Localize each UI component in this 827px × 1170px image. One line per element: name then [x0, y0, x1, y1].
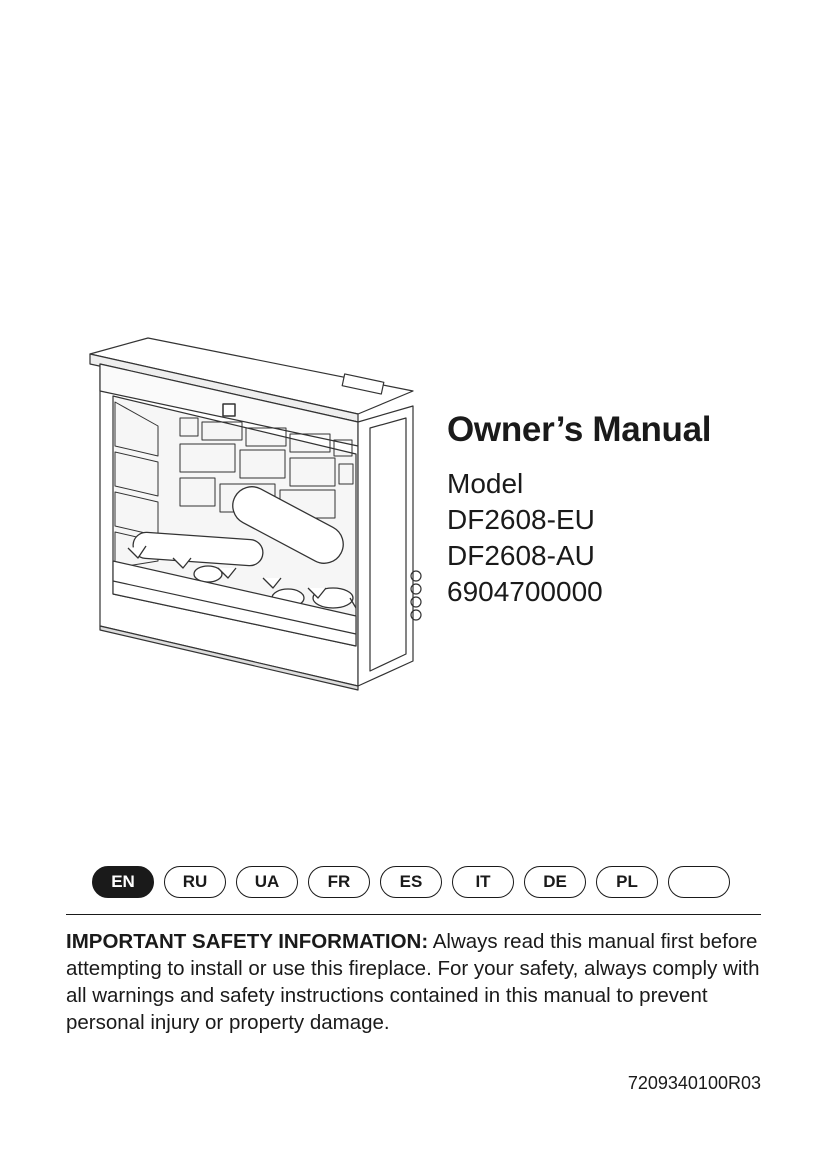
model-number: 6904700000	[447, 576, 603, 607]
document-number: 7209340100R03	[627, 1073, 761, 1093]
lang-tab-pl[interactable]: PL	[596, 866, 658, 898]
lang-tab-empty[interactable]	[668, 866, 730, 898]
lang-tab-fr[interactable]: FR	[308, 866, 370, 898]
safety-notice	[66, 928, 766, 1036]
fireplace-illustration	[88, 336, 428, 692]
lang-tab-de[interactable]: DE	[524, 866, 586, 898]
lang-tab-es[interactable]: ES	[380, 866, 442, 898]
lang-tab-ua[interactable]: UA	[236, 866, 298, 898]
safety-heading: IMPORTANT SAFETY INFORMATION:	[66, 930, 429, 953]
manual-title: Owner’s Manual	[447, 410, 712, 449]
safety-text: Always read this manual first before attempting to install or use this fireplace. For your safety, always comply with all warnings and safety instructions contained in this manual to prevent personal injury or property damage.	[66, 930, 760, 1034]
model-number: DF2608-AU	[447, 540, 595, 571]
model-label: Model	[447, 468, 524, 499]
model-number: DF2608-EU	[447, 504, 595, 535]
lang-tab-en[interactable]: EN	[92, 866, 154, 898]
lang-tab-it[interactable]: IT	[452, 866, 514, 898]
language-selector	[92, 866, 730, 898]
divider	[66, 914, 761, 915]
lang-tab-ru[interactable]: RU	[164, 866, 226, 898]
